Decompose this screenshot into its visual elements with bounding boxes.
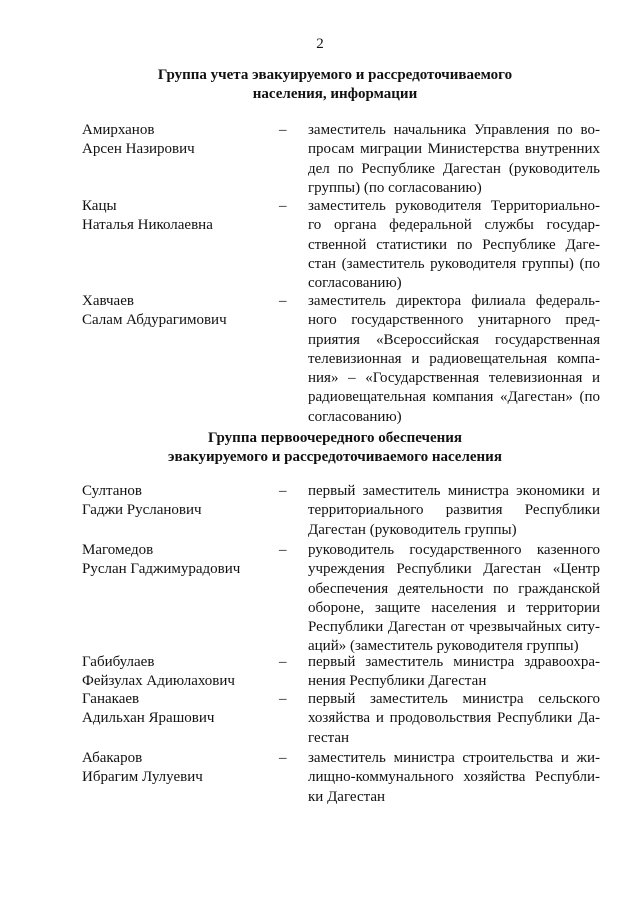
role-line: заместитель руководителя Территориально- [308, 198, 600, 214]
member-given-name: Гаджи Русланович [82, 502, 202, 518]
member-given-name: Ибрагим Лулуевич [82, 769, 203, 785]
role-line: приятия «Всероссийская государственная [308, 331, 600, 348]
role-line: первый заместитель министра здравоохра- [308, 654, 600, 670]
page-number: 2 [316, 36, 324, 52]
member-given-name: Арсен Назирович [82, 141, 195, 157]
group-title [80, 429, 590, 467]
role-line: заместитель министра строительства и жи- [308, 750, 600, 766]
role-line: лищно-коммунального хозяйства Республи- [308, 769, 600, 786]
member-given-name: Салам Абдурагимович [82, 312, 227, 328]
member-role [308, 541, 600, 657]
dash-separator: – [279, 293, 287, 309]
member-name [82, 197, 282, 235]
member-name [82, 292, 282, 330]
role-line: стан (заместитель руководителя группы) (по [308, 255, 600, 272]
member-given-name: Адильхан Ярашович [82, 710, 215, 726]
role-line: ки Дагестан [308, 788, 386, 805]
member-surname: Габибулаев [82, 654, 155, 670]
role-line: ния» – «Государственная телевизионная и [308, 370, 600, 387]
member-role [308, 292, 600, 427]
group-title [80, 66, 590, 104]
role-line: телевизионная и радиовещательная компа- [308, 350, 600, 367]
group-title-line: Группа первоочередного обеспечения [207, 430, 463, 446]
member-role [308, 749, 600, 807]
role-line: руководитель государственного казенного [308, 542, 600, 558]
role-line: согласованию) [308, 408, 402, 425]
dash-separator: – [279, 542, 287, 558]
member-given-name: Фейзулах Адиюлахович [82, 673, 235, 689]
member-name [82, 653, 282, 691]
dash-separator: – [279, 691, 287, 707]
role-line: обороне, защите населения и территории [308, 599, 600, 616]
member-given-name: Руслан Гаджимурадович [82, 561, 241, 577]
member-role [308, 121, 600, 198]
member-name [82, 121, 282, 159]
dash-separator: – [279, 654, 287, 670]
member-surname: Магомедов [82, 542, 154, 558]
member-name [82, 690, 282, 728]
member-role [308, 690, 600, 748]
member-surname: Амирханов [82, 122, 155, 138]
member-surname: Абакаров [82, 750, 143, 766]
dash-separator: – [279, 198, 287, 214]
dash-separator: – [279, 483, 287, 499]
dash-separator: – [279, 122, 287, 138]
role-line: радиовещательная компания «Дагестан» (по [308, 389, 600, 406]
member-surname: Ганакаев [82, 691, 140, 707]
role-line: первый заместитель министра экономики и [308, 483, 600, 499]
member-role [308, 197, 600, 293]
role-line: первый заместитель министра сельского [308, 691, 600, 707]
role-line: хозяйства и продовольствия Республики Да- [308, 710, 600, 727]
role-line: просам миграции Министерства внутренних [308, 141, 600, 158]
role-line: учреждения Республики Дагестан «Центр [308, 561, 600, 578]
role-line: го органа федеральной службы государ- [308, 217, 600, 234]
member-role [308, 653, 600, 692]
role-line: заместитель начальника Управления по во- [308, 122, 600, 138]
role-line: нения Республики Дагестан [308, 673, 487, 690]
role-line: обеспечения деятельности по гражданской [308, 580, 600, 597]
member-name [82, 482, 282, 520]
member-given-name: Наталья Николаевна [82, 217, 213, 233]
group-title-line: эвакуируемого и рассредоточиваемого населения [168, 449, 502, 465]
member-name [82, 749, 282, 787]
role-line: территориального развития Республики [308, 502, 600, 519]
member-surname: Кацы [82, 198, 117, 214]
role-line: заместитель директора филиала федераль- [308, 293, 600, 309]
role-line: ственной статистики по Республике Даге- [308, 236, 600, 253]
role-line: Дагестан (руководитель группы) [308, 521, 517, 538]
group-title-line: населения, информации [252, 86, 418, 102]
role-line: Республики Дагестан от чрезвычайных ситу- [308, 619, 600, 636]
role-line: дел по Республике Дагестан (руководитель [308, 160, 600, 177]
member-surname: Султанов [82, 483, 142, 499]
role-line: аций» (заместитель руководителя группы) [308, 638, 579, 655]
role-line: ного государственного унитарного пред- [308, 312, 600, 329]
role-line: группы) (по согласованию) [308, 179, 482, 196]
member-surname: Хавчаев [82, 293, 134, 309]
member-name [82, 541, 282, 579]
role-line: гестан [308, 729, 350, 746]
role-line: согласованию) [308, 275, 402, 292]
member-role [308, 482, 600, 540]
dash-separator: – [279, 750, 287, 766]
group-title-line: Группа учета эвакуируемого и рассредоточиваемого [157, 67, 513, 83]
